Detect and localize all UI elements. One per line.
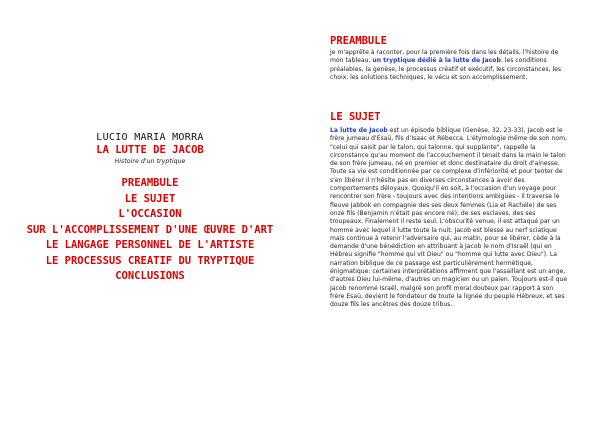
book-subtitle: Histoire d'un tryptique — [114, 158, 186, 165]
preambule-highlight: un tryptique dédié à la lutte de Jacob — [372, 57, 501, 65]
author-name: LUCIO MARIA MORRA — [96, 132, 204, 143]
section-heading-le-sujet: LE SUJET — [330, 111, 381, 123]
toc-item-preambule[interactable]: PREAMBULE — [121, 177, 179, 189]
toc-item-le-sujet[interactable]: LE SUJET — [124, 192, 176, 205]
sujet-paragraph — [330, 127, 568, 310]
sujet-highlight: La lutte de Jacob — [330, 127, 388, 134]
preambule-paragraph — [330, 49, 568, 82]
preambule-text-before: Je m'apprête à raconter, pour la première fois dans les détails, l'histoire de mon tableau, — [330, 49, 559, 65]
sujet-text-after: est un épisode biblique (Genèse, 32, 23-33). Jacob est le frère jumeau d'Esaü, fils d'Isaac et Rébecca. L'étymologie même de son nom, "celui qui saisit par le talon, qui talonne, qui supplante", rappelle la circonstance qu'au moment de l'accouchement il tenait dans la main le talon de son frère jumeau, né en premier et donc destinataire du droit d'ainesse. Toute sa vie est conditionnée par ce complexe d'infériorité et pour tenter de s'en libérer il n'hésite pas en diverses circonstances à avoir des comportements déloyaux. Quoiqu'il en soit, à l'occasion d'un voyage pour rencontrer son frère - toujours avec des intentions ambigües - il traverse le fleuve Jabbok en compagnie des ses deux femmes (Lia et Rachéle) de ses onze fils (Benjamin n'était pas encore né), de ses esclaves, des ses troupeaux. Finalement il reste seul. L'obscurité venue, il est attaqué par un homme avec lequel il lutte toute la nuit. Jacob est blessé au nerf sciatique mais continue à retenir l'adversaire qui, au matin, pour se libérer, cède à la demande d'une bénédiction en attribuant à Jacob le nom d'Israël (qui en Hébreu signifie "homme qui vit Dieu" ou "homme qui lutte avec Dieu"). La narration biblique de ce passage est particulièrement hermétique, énigmatique: certaines interprétations affirment que l'assaillant est un ange, d'autres Dieu lui-même, d'autres un magicien ou un païen. Toujours est-il que Jacob renommé Israël, malgré son profil moral douteux par rapport à son frère Esaü, devient le fondateur de toute la lignée du peuple Hébreux, et ses douze fils les ancêtres des douze tribus. — [330, 127, 568, 309]
preambule-text-after: : les conditions préalables, la genèse, le processus créatif et exécutif, les circonstances, les choix, les solutions techniques, le vécu et son accomplissement. — [330, 57, 562, 81]
toc-item-conclusions[interactable]: CONCLUSIONS — [115, 270, 185, 282]
section-heading-preambule: PREAMBULE — [330, 35, 387, 47]
toc-item-accomplissement[interactable]: SUR L'ACCOMPLISSEMENT D'UNE ŒUVRE D'ART — [26, 223, 274, 236]
toc-item-processus-creatif[interactable]: LE PROCESSUS CREATIF DU TRYPTIQUE — [45, 254, 255, 267]
toc-item-langage-personnel[interactable]: LE LANGAGE PERSONNEL DE L'ARTISTE — [45, 239, 255, 251]
book-title: LA LUTTE DE JACOB — [96, 144, 204, 156]
table-of-contents — [0, 176, 300, 285]
toc-item-l-occasion[interactable]: L'OCCASION — [118, 208, 182, 220]
